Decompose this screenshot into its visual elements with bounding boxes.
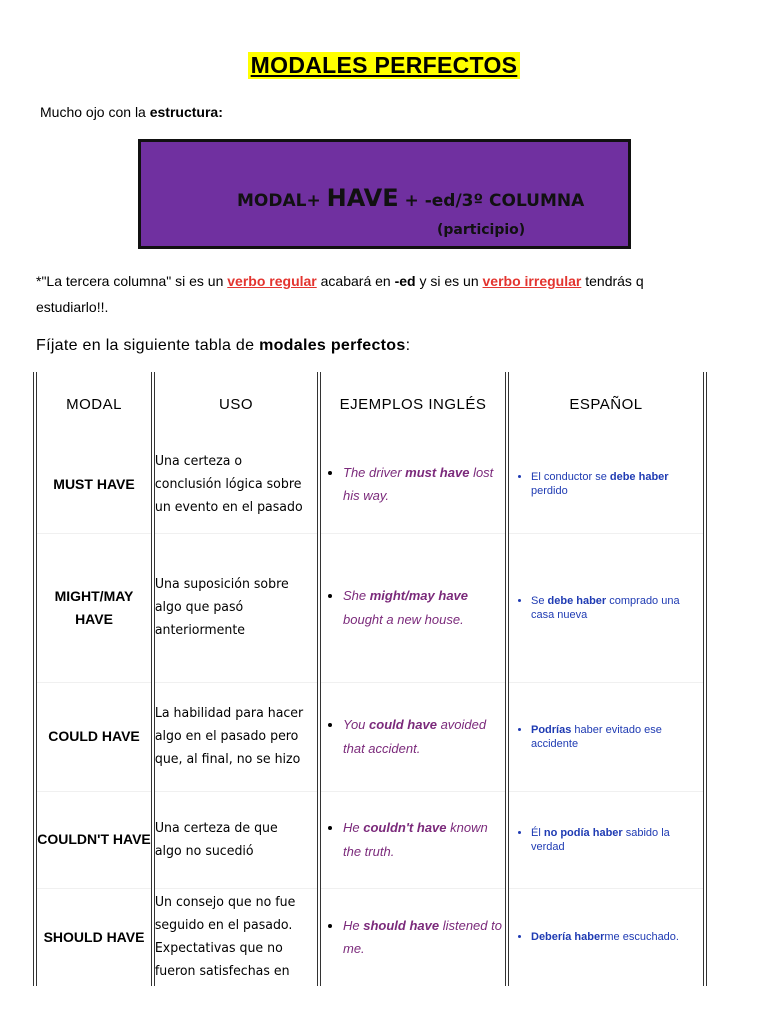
ejemplo-cell bbox=[319, 682, 507, 791]
ejemplo-cell bbox=[319, 533, 507, 682]
structure-modal: MODAL+ bbox=[237, 191, 327, 211]
modal-cell: COULDN'T HAVE bbox=[35, 791, 153, 888]
espanol-cell bbox=[507, 791, 705, 888]
table-row bbox=[35, 791, 705, 888]
modal-cell: COULD HAVE bbox=[35, 682, 153, 791]
ejemplo-cell bbox=[319, 888, 507, 986]
espanol-item: • Debería haberme escuchado. bbox=[531, 930, 703, 944]
note-p3: y si es un bbox=[415, 273, 483, 289]
modal-cell: MUST HAVE bbox=[35, 436, 153, 533]
table-row bbox=[35, 888, 705, 986]
ejemplo-cell bbox=[319, 791, 507, 888]
verbo-irregular-link[interactable]: verbo irregular bbox=[482, 273, 582, 289]
uso-cell: La habilidad para hacer algo en el pasado pero que, al final, no se hizo bbox=[153, 682, 307, 791]
structure-rest: + -ed/3º COLUMNA bbox=[398, 191, 585, 211]
intro-prefix: Mucho ojo con la bbox=[40, 104, 150, 120]
ejemplo-item: • You could have avoided that accident. bbox=[343, 713, 505, 760]
ejemplo-item: • The driver must have lost his way. bbox=[343, 461, 505, 508]
title-wrap bbox=[0, 52, 768, 79]
espanol-item: • Se debe haber comprado una casa nueva bbox=[531, 594, 703, 622]
structure-box bbox=[138, 139, 631, 249]
ejemplo-cell bbox=[319, 436, 507, 533]
ejemplo-item: • She might/may have bought a new house. bbox=[343, 584, 505, 631]
intro-bold: estructura: bbox=[149, 104, 223, 120]
structure-formula bbox=[237, 184, 584, 212]
header-uso: USO bbox=[153, 372, 319, 436]
uso-cell: Un consejo que no fue seguido en el pasado. Expectativas que no fueron satisfechas en bbox=[153, 888, 307, 986]
uso-cell: Una certeza de que algo no sucedió bbox=[153, 791, 307, 888]
note-paragraph bbox=[36, 268, 756, 320]
verbo-regular-link[interactable]: verbo regular bbox=[227, 273, 317, 289]
table-row bbox=[35, 533, 705, 682]
espanol-item: • Podrías haber evitado ese accidente bbox=[531, 723, 703, 751]
note-p4: tendrás q bbox=[581, 273, 644, 289]
modal-cell: SHOULD HAVE bbox=[35, 888, 153, 986]
note-ed: -ed bbox=[394, 273, 416, 289]
espanol-item: • Él no podía haber sabido la verdad bbox=[531, 826, 703, 854]
ejemplo-item: • He should have listened to me. bbox=[343, 914, 505, 961]
espanol-item: • El conductor se debe haber perdido bbox=[531, 470, 703, 498]
espanol-cell bbox=[507, 533, 705, 682]
modal-cell: MIGHT/MAY HAVE bbox=[35, 533, 153, 682]
modals-table bbox=[33, 372, 707, 986]
note-p2: acabará en bbox=[316, 273, 395, 289]
structure-have: HAVE bbox=[326, 184, 399, 212]
table-row bbox=[35, 682, 705, 791]
espanol-cell bbox=[507, 682, 705, 791]
note-p1: *"La tercera columna" si es un bbox=[36, 273, 228, 289]
table-intro-suffix: : bbox=[405, 337, 411, 354]
espanol-cell bbox=[507, 436, 705, 533]
page-title: MODALES PERFECTOS bbox=[248, 52, 521, 79]
table-intro-bold: modales perfectos bbox=[259, 337, 406, 354]
table-row bbox=[35, 436, 705, 533]
structure-participio: (participio) bbox=[437, 222, 526, 238]
note-line2: estudiarlo!!. bbox=[36, 299, 109, 315]
header-ejemplos: EJEMPLOS INGLÉS bbox=[319, 372, 507, 436]
table-intro bbox=[36, 337, 410, 355]
uso-cell: Una suposición sobre algo que pasó anteriormente bbox=[153, 533, 307, 682]
header-modal: MODAL bbox=[35, 372, 153, 436]
uso-cell: Una certeza o conclusión lógica sobre un evento en el pasado bbox=[153, 436, 307, 533]
espanol-cell bbox=[507, 888, 705, 986]
table-intro-prefix: Fíjate en la siguiente tabla de bbox=[36, 337, 260, 354]
header-espanol: ESPAÑOL bbox=[507, 372, 705, 436]
intro-text bbox=[40, 104, 223, 120]
table-header-row bbox=[35, 372, 705, 436]
ejemplo-item: • He couldn't have known the truth. bbox=[343, 816, 505, 863]
